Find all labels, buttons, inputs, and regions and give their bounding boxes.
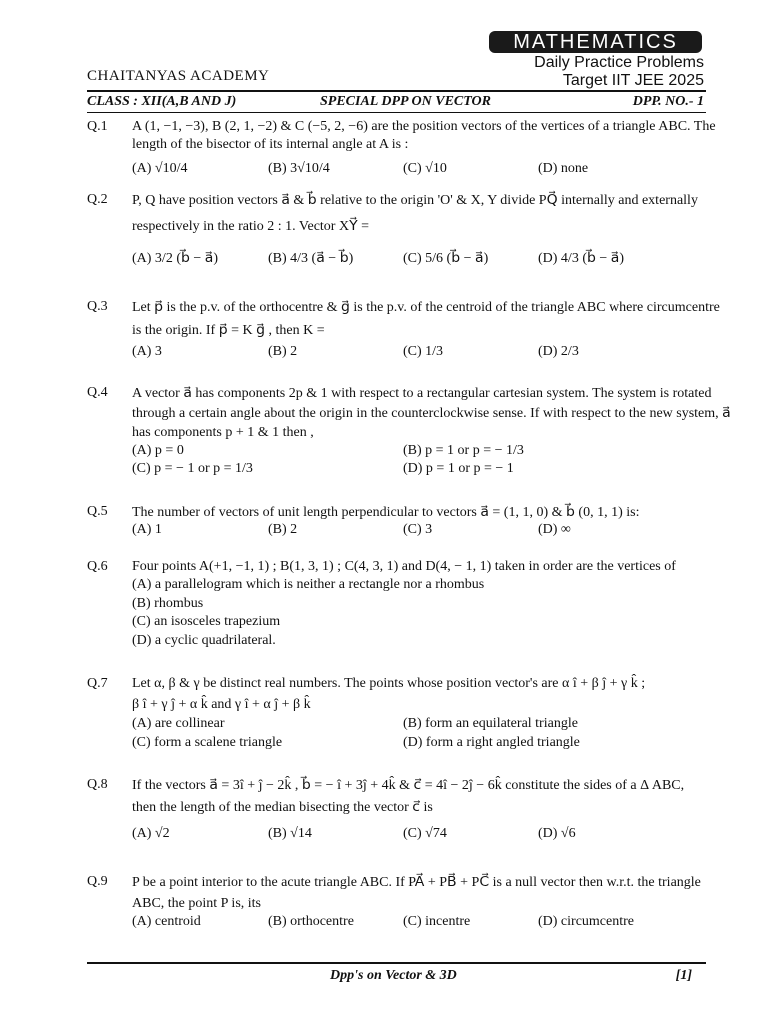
question-text: β î + γ ĵ + α k̂ and γ î + α ĵ + β k̂ — [132, 697, 311, 712]
option-d: (D) a cyclic quadrilateral. — [132, 633, 276, 648]
option-c: (C) 1/3 — [403, 344, 444, 359]
question-text: A vector a⃗ has components 2p & 1 with respect to a rectangular cartesian system. The system is rotated — [132, 386, 712, 401]
option-c: (C) 3 — [403, 522, 433, 537]
target-subtitle: Target IIT JEE 2025 — [562, 72, 704, 89]
question-number: Q.6 — [87, 559, 108, 574]
question-number: Q.8 — [87, 777, 108, 792]
option-a: (A) are collinear — [132, 716, 225, 731]
question-text: Let p⃗ is the p.v. of the orthocentre & g⃗ is the p.v. of the centroid of the triangle ABC where circumcentre — [132, 300, 720, 315]
option-a: (A) 1 — [132, 522, 162, 537]
option-b: (B) p = 1 or p = − 1/3 — [403, 443, 524, 458]
question-text: then the length of the median bisecting the vector c⃗ is — [132, 800, 433, 815]
question-text: through a certain angle about the origin in the counterclockwise sense. If with respect to the new system, a⃗ — [132, 406, 731, 421]
question-number: Q.5 — [87, 504, 108, 519]
option-a: (A) a parallelogram which is neither a rectangle nor a rhombus — [132, 577, 485, 592]
option-a: (A) centroid — [132, 914, 201, 929]
institute-name: CHAITANYAS ACADEMY — [87, 68, 270, 84]
dpp-subtitle: Daily Practice Problems — [534, 54, 704, 71]
header-rule-top — [87, 90, 706, 92]
option-d: (D) form a right angled triangle — [403, 735, 580, 750]
option-b: (B) √14 — [268, 826, 312, 841]
option-d: (D) ∞ — [538, 522, 571, 537]
option-b: (B) 2 — [268, 344, 298, 359]
header-rule-bottom — [87, 112, 706, 113]
option-b: (B) rhombus — [132, 596, 204, 611]
subject-badge: MATHEMATICS — [489, 31, 702, 53]
option-b: (B) 3√10/4 — [268, 161, 330, 176]
question-text: ABC, the point P is, its — [132, 896, 262, 911]
question-text: If the vectors a⃗ = 3î + ĵ − 2k̂ , b⃗ = − î + 3ĵ + 4k̂ & c⃗ = 4î − 2ĵ − 6k̂ constitute the sides of a Δ ABC, — [132, 778, 685, 793]
question-text: respectively in the ratio 2 : 1. Vector XY⃗ = — [132, 219, 370, 234]
question-text: length of the bisector of its internal angle at A is : — [132, 137, 409, 152]
question-number: Q.2 — [87, 192, 108, 207]
page-number: [1] — [675, 968, 692, 983]
question-text: is the origin. If p⃗ = K g⃗ , then K = — [132, 323, 325, 338]
question-number: Q.7 — [87, 676, 108, 691]
question-text: Four points A(+1, −1, 1) ; B(1, 3, 1) ; C(4, 3, 1) and D(4, − 1, 1) taken in order are the vertices of — [132, 559, 676, 574]
option-b: (B) orthocentre — [268, 914, 354, 929]
footer-title: Dpp's on Vector & 3D — [330, 968, 457, 983]
question-text: The number of vectors of unit length perpendicular to vectors a⃗ = (1, 1, 0) & b⃗ (0, 1, 1) is: — [132, 505, 640, 520]
option-b: (B) form an equilateral triangle — [403, 716, 578, 731]
question-number: Q.3 — [87, 299, 108, 314]
option-c: (C) form a scalene triangle — [132, 735, 283, 750]
option-d: (D) 4/3 (b⃗ − a⃗) — [538, 251, 625, 266]
question-text: A (1, −1, −3), B (2, 1, −2) & C (−5, 2, −6) are the position vectors of the vertices of a triangle ABC. The — [132, 119, 716, 134]
option-c: (C) √74 — [403, 826, 447, 841]
option-a: (A) p = 0 — [132, 443, 184, 458]
option-c: (C) an isosceles trapezium — [132, 614, 281, 629]
option-d: (D) 2/3 — [538, 344, 579, 359]
option-a: (A) 3/2 (b⃗ − a⃗) — [132, 251, 219, 266]
question-text: P, Q have position vectors a⃗ & b⃗ relative to the origin 'O' & X, Y divide PQ⃗ internally and externally — [132, 193, 698, 208]
option-c: (C) 5/6 (b⃗ − a⃗) — [403, 251, 489, 266]
option-c: (C) incentre — [403, 914, 471, 929]
class-label: CLASS : XII(A,B AND J) — [87, 94, 237, 109]
option-b: (B) 4/3 (a⃗ − b⃗) — [268, 251, 354, 266]
option-a: (A) 3 — [132, 344, 162, 359]
option-c: (C) p = − 1 or p = 1/3 — [132, 461, 253, 476]
option-d: (D) none — [538, 161, 589, 176]
question-text: has components p + 1 & 1 then , — [132, 425, 314, 440]
question-number: Q.4 — [87, 385, 108, 400]
question-number: Q.9 — [87, 874, 108, 889]
page-title: SPECIAL DPP ON VECTOR — [320, 94, 492, 109]
dpp-number: DPP. NO.- 1 — [632, 94, 704, 109]
question-text: P be a point interior to the acute triangle ABC. If PA⃗ + PB⃗ + PC⃗ is a null vector then w.r.t. the triangle — [132, 875, 701, 890]
option-d: (D) circumcentre — [538, 914, 634, 929]
option-d: (D) √6 — [538, 826, 576, 841]
option-d: (D) p = 1 or p = − 1 — [403, 461, 514, 476]
option-c: (C) √10 — [403, 161, 447, 176]
option-b: (B) 2 — [268, 522, 298, 537]
footer-rule — [87, 962, 706, 964]
question-text: Let α, β & γ be distinct real numbers. The points whose position vector's are α î + β ĵ + γ k̂ ; — [132, 676, 646, 691]
option-a: (A) √2 — [132, 826, 170, 841]
question-number: Q.1 — [87, 119, 108, 134]
option-a: (A) √10/4 — [132, 161, 188, 176]
